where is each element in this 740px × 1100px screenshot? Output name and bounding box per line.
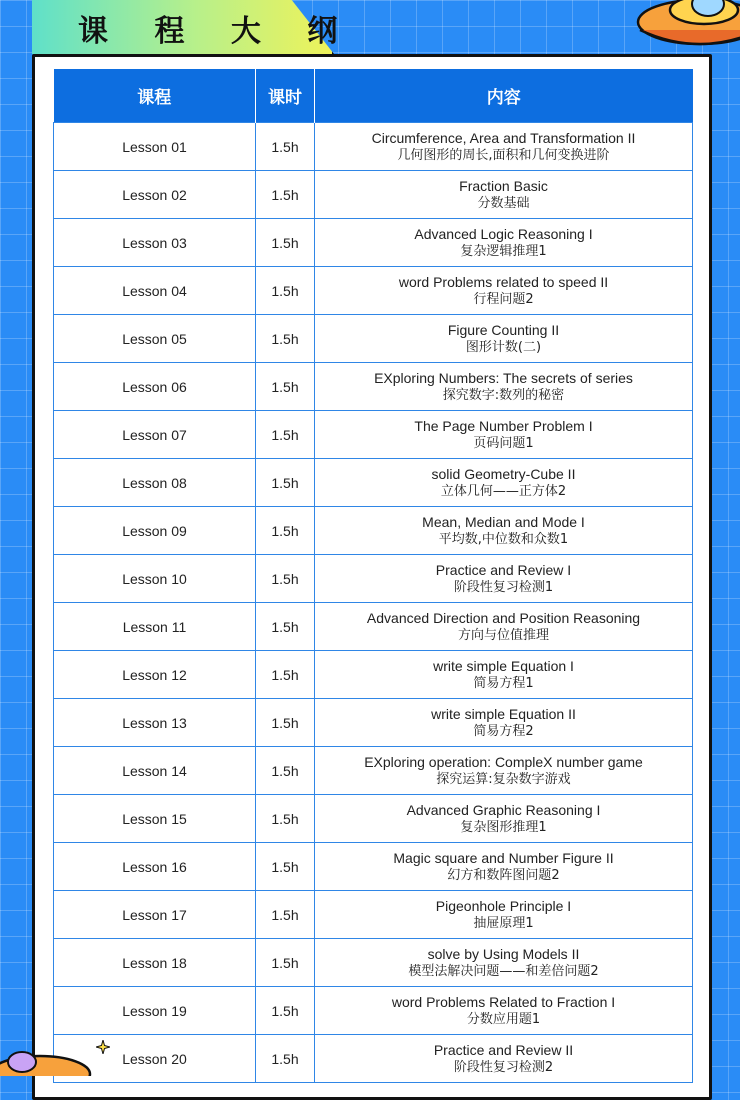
- lesson-cell: Lesson 07: [54, 411, 256, 459]
- syllabus-table: [53, 69, 693, 1083]
- lesson-cell: Lesson 01: [54, 123, 256, 171]
- header-course: 课程: [54, 69, 256, 123]
- hours-cell: 1.5h: [256, 171, 315, 219]
- content-english: Figure Counting II: [447, 321, 560, 338]
- table-row: [54, 315, 693, 363]
- table-row: [54, 411, 693, 459]
- hours-cell: 1.5h: [256, 219, 315, 267]
- content-english: Pigeonhole Principle I: [435, 897, 572, 914]
- content-english: Advanced Logic Reasoning I: [414, 225, 593, 242]
- lesson-cell: Lesson 17: [54, 891, 256, 939]
- table-row: [54, 507, 693, 555]
- content-cell: [315, 939, 693, 987]
- content-english: word Problems related to speed II: [398, 273, 609, 290]
- hours-cell: 1.5h: [256, 987, 315, 1035]
- content-cell: [315, 987, 693, 1035]
- content-chinese: 抽屉原理1: [473, 915, 534, 931]
- hours-cell: 1.5h: [256, 699, 315, 747]
- lesson-cell: Lesson 05: [54, 315, 256, 363]
- content-chinese: 幻方和数阵图问题2: [447, 867, 560, 883]
- content-english: solve by Using Models II: [427, 945, 580, 962]
- content-chinese: 复杂逻辑推理1: [460, 243, 547, 259]
- hours-cell: 1.5h: [256, 507, 315, 555]
- content-cell: [315, 459, 693, 507]
- lesson-cell: Lesson 11: [54, 603, 256, 651]
- content-chinese: 阶段性复习检测2: [453, 1059, 554, 1075]
- table-row: [54, 363, 693, 411]
- lesson-cell: Lesson 13: [54, 699, 256, 747]
- hours-cell: 1.5h: [256, 603, 315, 651]
- content-english: Practice and Review II: [433, 1041, 574, 1058]
- hours-cell: 1.5h: [256, 123, 315, 171]
- content-cell: [315, 843, 693, 891]
- table-row: [54, 987, 693, 1035]
- table-row: [54, 939, 693, 987]
- content-cell: [315, 891, 693, 939]
- content-english: Advanced Graphic Reasoning I: [406, 801, 601, 818]
- content-cell: [315, 267, 693, 315]
- lesson-cell: Lesson 18: [54, 939, 256, 987]
- hours-cell: 1.5h: [256, 411, 315, 459]
- lesson-cell: Lesson 03: [54, 219, 256, 267]
- content-chinese: 图形计数(二): [465, 339, 542, 355]
- star-icon: [96, 1040, 110, 1054]
- lesson-cell: Lesson 16: [54, 843, 256, 891]
- lesson-cell: Lesson 06: [54, 363, 256, 411]
- content-cell: [315, 123, 693, 171]
- table-row: [54, 1035, 693, 1083]
- content-cell: [315, 411, 693, 459]
- content-english: write simple Equation I: [433, 657, 574, 674]
- hours-cell: 1.5h: [256, 1035, 315, 1083]
- hours-cell: 1.5h: [256, 363, 315, 411]
- hours-cell: 1.5h: [256, 795, 315, 843]
- content-english: EXploring Numbers: The secrets of series: [374, 369, 633, 386]
- hours-cell: 1.5h: [256, 459, 315, 507]
- lesson-cell: Lesson 15: [54, 795, 256, 843]
- hours-cell: 1.5h: [256, 939, 315, 987]
- table-row: [54, 267, 693, 315]
- table-row: [54, 219, 693, 267]
- lesson-cell: Lesson 10: [54, 555, 256, 603]
- table-row: [54, 699, 693, 747]
- table-row: [54, 795, 693, 843]
- content-cell: [315, 219, 693, 267]
- hours-cell: 1.5h: [256, 315, 315, 363]
- content-english: Mean, Median and Mode I: [422, 513, 585, 530]
- table-row: [54, 555, 693, 603]
- content-cell: [315, 651, 693, 699]
- content-cell: [315, 699, 693, 747]
- table-row: [54, 459, 693, 507]
- hours-cell: 1.5h: [256, 651, 315, 699]
- table-row: [54, 171, 693, 219]
- content-cell: [315, 795, 693, 843]
- header-content: 内容: [315, 69, 693, 123]
- page-title: 课 程 大 纲: [78, 14, 356, 49]
- content-cell: [315, 747, 693, 795]
- content-chinese: 简易方程2: [473, 723, 534, 739]
- lesson-cell: Lesson 02: [54, 171, 256, 219]
- content-cell: [315, 315, 693, 363]
- lesson-cell: Lesson 09: [54, 507, 256, 555]
- content-cell: [315, 1035, 693, 1083]
- content-cell: [315, 555, 693, 603]
- content-chinese: 平均数,中位数和众数1: [438, 531, 569, 547]
- content-chinese: 几何图形的周长,面积和几何变换进阶: [397, 147, 610, 163]
- content-chinese: 阶段性复习检测1: [453, 579, 554, 595]
- content-english: The Page Number Problem I: [414, 417, 593, 434]
- content-english: Advanced Direction and Position Reasoning: [366, 609, 641, 626]
- content-english: EXploring operation: CompleX number game: [364, 753, 643, 770]
- content-english: Magic square and Number Figure II: [393, 849, 614, 866]
- content-cell: [315, 507, 693, 555]
- content-chinese: 复杂图形推理1: [460, 819, 547, 835]
- content-chinese: 分数基础: [477, 195, 530, 211]
- lesson-cell: Lesson 12: [54, 651, 256, 699]
- table-row: [54, 123, 693, 171]
- content-chinese: 行程问题2: [473, 291, 534, 307]
- hours-cell: 1.5h: [256, 843, 315, 891]
- lesson-cell: Lesson 19: [54, 987, 256, 1035]
- content-english: Circumference, Area and Transformation II: [371, 129, 636, 146]
- hours-cell: 1.5h: [256, 747, 315, 795]
- table-row: [54, 891, 693, 939]
- content-chinese: 简易方程1: [473, 675, 534, 691]
- table-row: [54, 603, 693, 651]
- content-chinese: 探究运算:复杂数字游戏: [436, 771, 571, 787]
- table-row: [54, 651, 693, 699]
- hours-cell: 1.5h: [256, 555, 315, 603]
- content-english: solid Geometry-Cube II: [431, 465, 576, 482]
- content-cell: [315, 171, 693, 219]
- table-row: [54, 843, 693, 891]
- content-cell: [315, 363, 693, 411]
- content-chinese: 方向与位值推理: [457, 627, 549, 643]
- content-chinese: 探究数字:数列的秘密: [442, 387, 565, 403]
- content-chinese: 分数应用题1: [466, 1011, 541, 1027]
- lesson-cell: Lesson 14: [54, 747, 256, 795]
- content-english: Fraction Basic: [459, 177, 548, 194]
- content-english: write simple Equation II: [431, 705, 576, 722]
- table-row: [54, 747, 693, 795]
- lesson-cell: Lesson 08: [54, 459, 256, 507]
- hours-cell: 1.5h: [256, 267, 315, 315]
- hours-cell: 1.5h: [256, 891, 315, 939]
- content-chinese: 模型法解决问题——和差倍问题2: [408, 963, 599, 979]
- content-chinese: 立体几何——正方体2: [440, 483, 567, 499]
- table-header-row: [54, 69, 693, 123]
- content-english: word Problems Related to Fraction I: [391, 993, 616, 1010]
- content-cell: [315, 603, 693, 651]
- lesson-cell: Lesson 04: [54, 267, 256, 315]
- lesson-cell: Lesson 20: [54, 1035, 256, 1083]
- header-hours: 课时: [256, 69, 315, 123]
- content-english: Practice and Review I: [435, 561, 572, 578]
- content-chinese: 页码问题1: [473, 435, 534, 451]
